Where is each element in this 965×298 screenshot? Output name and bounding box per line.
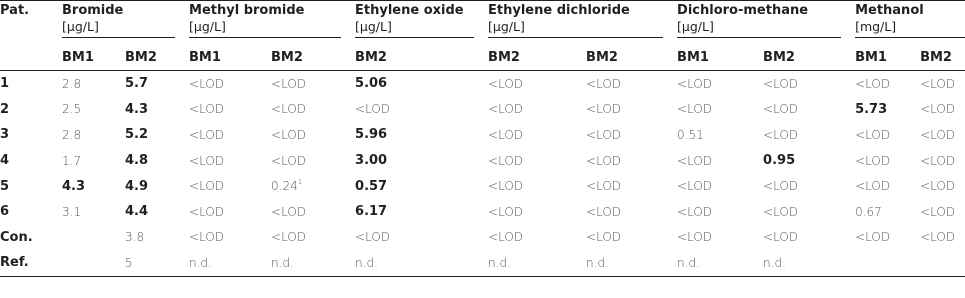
sample-header: BM2: [488, 50, 520, 65]
sample-header: BM2: [763, 50, 795, 65]
sample-header: BM2: [271, 50, 303, 65]
table-cell: 3.00: [355, 153, 388, 169]
table-cell: 4.8: [125, 153, 149, 169]
footnote-marker: 1: [297, 178, 303, 187]
table-cell: <LOD: [488, 204, 524, 219]
table-cell: 4.3: [62, 178, 86, 194]
table-cell: [62, 250, 125, 276]
group-unit: [mg/L]: [855, 19, 897, 34]
table-cell: n.d.: [488, 255, 511, 270]
table-row: [0, 71, 965, 97]
patient-id: 6: [0, 204, 10, 220]
table-cell: <LOD: [763, 102, 799, 117]
table-cell: <LOD: [855, 153, 891, 168]
table-cell: 5.7: [125, 76, 149, 92]
table-cell: [855, 250, 920, 276]
table-cell: <LOD: [189, 230, 225, 245]
table-row: [0, 148, 965, 174]
ethylene-dichloride-header: [488, 1, 677, 46]
table-cell: 2.8: [62, 127, 82, 142]
table-cell: <LOD: [488, 76, 524, 91]
group-name: Ethylene oxide: [355, 3, 464, 18]
table-cell: <LOD: [855, 127, 891, 142]
sample-header: BM1: [189, 50, 221, 65]
table-cell: <LOD: [586, 153, 622, 168]
ethylene-oxide-header: [355, 1, 488, 46]
table-cell: n.d.: [271, 255, 294, 270]
table-cell: <LOD: [586, 179, 622, 194]
table-cell: 4.9: [125, 178, 149, 194]
table-cell: <LOD: [920, 179, 956, 194]
group-unit: [µg/L]: [677, 19, 714, 34]
table-cell: <LOD: [355, 102, 391, 117]
table-cell: <LOD: [189, 153, 225, 168]
patient-id: 3: [0, 127, 10, 143]
table-cell: 5.73: [855, 101, 888, 117]
table-cell: <LOD: [677, 102, 713, 117]
table-cell: 5: [125, 255, 133, 270]
group-name: Ethylene dichloride: [488, 3, 630, 18]
sample-header: BM2: [586, 50, 618, 65]
sample-header: BM1: [677, 50, 709, 65]
table-cell: <LOD: [855, 230, 891, 245]
table-cell: <LOD: [763, 179, 799, 194]
table-cell: <LOD: [677, 179, 713, 194]
table-row: [0, 250, 965, 276]
dichloromethane-header: [677, 1, 855, 46]
table-cell: n.d.: [586, 255, 609, 270]
table-row: [0, 97, 965, 123]
table-cell: 0.51: [677, 127, 704, 142]
table-cell: <LOD: [189, 127, 225, 142]
table-cell: <LOD: [488, 179, 524, 194]
table-row: [0, 122, 965, 148]
pat-header: Pat.: [0, 3, 30, 18]
table-cell: <LOD: [855, 179, 891, 194]
table-cell: <LOD: [920, 127, 956, 142]
table-cell: <LOD: [586, 76, 622, 91]
table-cell: 1.7: [62, 153, 82, 168]
table-cell: 0.57: [355, 178, 388, 194]
table-cell: <LOD: [271, 230, 307, 245]
group-name: Methyl bromide: [189, 3, 305, 18]
table-cell: <LOD: [677, 230, 713, 245]
table-cell: <LOD: [488, 153, 524, 168]
table-cell: <LOD: [189, 102, 225, 117]
table-cell: <LOD: [763, 127, 799, 142]
table-cell: 5.2: [125, 127, 149, 143]
table-row: [0, 173, 965, 199]
table-cell: <LOD: [920, 230, 956, 245]
sample-header: BM2: [920, 50, 952, 65]
patient-id: Con.: [0, 229, 33, 245]
sample-header: BM1: [62, 50, 94, 65]
table-cell: <LOD: [763, 204, 799, 219]
table-cell: <LOD: [271, 204, 307, 219]
table-cell: <LOD: [271, 127, 307, 142]
table-cell: 2.8: [62, 76, 82, 91]
table-cell: <LOD: [488, 102, 524, 117]
table-cell: <LOD: [488, 127, 524, 142]
table-cell: <LOD: [677, 76, 713, 91]
table-cell: 0.95: [763, 153, 796, 169]
table-row: [0, 225, 965, 251]
table-cell: <LOD: [586, 102, 622, 117]
table-cell: <LOD: [355, 230, 391, 245]
table-cell: n.d.: [763, 255, 786, 270]
table-cell-footnoted: [271, 173, 355, 199]
sample-header-blank: [0, 45, 62, 71]
table-cell: 4.4: [125, 204, 149, 220]
table-row: [0, 199, 965, 225]
methanol-header: [855, 1, 965, 46]
table-cell: <LOD: [920, 204, 956, 219]
table-cell: <LOD: [677, 153, 713, 168]
group-name: Bromide: [62, 3, 124, 18]
group-unit: [µg/L]: [488, 19, 525, 34]
table-cell: 5.06: [355, 76, 388, 92]
table-cell: <LOD: [586, 204, 622, 219]
table-cell: <LOD: [920, 76, 956, 91]
table-cell: <LOD: [271, 76, 307, 91]
table-cell: <LOD: [271, 102, 307, 117]
table-cell: <LOD: [586, 230, 622, 245]
table-cell: 4.3: [125, 101, 149, 117]
table-cell: 3.1: [62, 204, 82, 219]
sample-header-row: [0, 45, 965, 71]
table-cell: 0.67: [855, 204, 882, 219]
table-cell: <LOD: [855, 76, 891, 91]
patient-id: 5: [0, 178, 10, 194]
table-cell: <LOD: [488, 230, 524, 245]
sample-header: BM1: [855, 50, 887, 65]
table-cell: 3.8: [125, 230, 145, 245]
table-cell: n.d.: [355, 255, 378, 270]
patient-id: 2: [0, 101, 10, 117]
bromide-header: [62, 1, 189, 46]
table-cell: <LOD: [189, 179, 225, 194]
sample-header: BM2: [355, 50, 387, 65]
patient-id: Ref.: [0, 255, 29, 271]
table-cell: 2.5: [62, 102, 82, 117]
table-cell: n.d.: [189, 255, 212, 270]
table-cell: <LOD: [920, 102, 956, 117]
group-unit: [µg/L]: [62, 19, 99, 34]
group-header-row: [0, 1, 965, 46]
cell-value: 0.24: [271, 179, 298, 194]
group-name: Methanol: [855, 3, 924, 18]
table-cell: <LOD: [189, 76, 225, 91]
sample-header: BM2: [125, 50, 157, 65]
table-cell: <LOD: [920, 153, 956, 168]
table-cell: <LOD: [271, 153, 307, 168]
table-cell: <LOD: [763, 76, 799, 91]
patient-id: 1: [0, 76, 10, 92]
table-cell: n.d.: [677, 255, 700, 270]
table-cell: [920, 250, 965, 276]
group-name: Dichloro-methane: [677, 3, 809, 18]
methyl-bromide-header: [189, 1, 355, 46]
table-cell: <LOD: [189, 204, 225, 219]
table-cell: 6.17: [355, 204, 388, 220]
table-cell: <LOD: [677, 204, 713, 219]
table-cell: [62, 225, 125, 251]
table-cell: <LOD: [586, 127, 622, 142]
group-unit: [µg/L]: [355, 19, 392, 34]
table-cell: 5.96: [355, 127, 388, 143]
patient-id: 4: [0, 153, 10, 169]
table-cell: <LOD: [763, 230, 799, 245]
group-unit: [µg/L]: [189, 19, 226, 34]
